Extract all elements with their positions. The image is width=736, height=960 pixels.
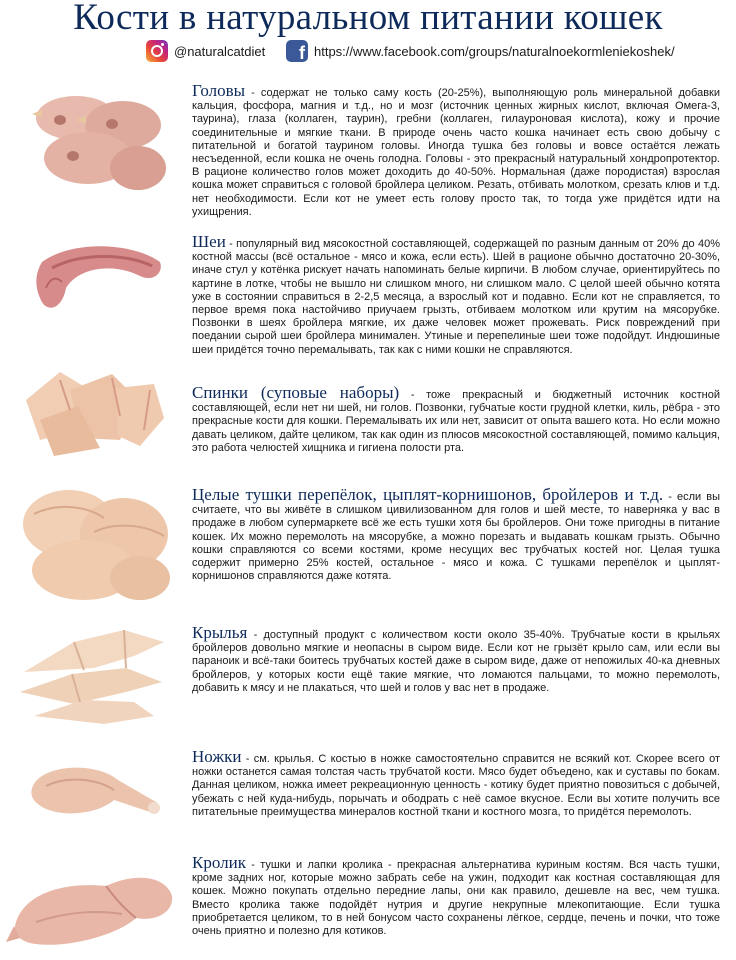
- section-text: - содержат не только саму кость (20-25%), выполняющую роль минеральной добавки кальция, фосфора, магния и т.д., но и мозг (источник ценных жирных кислот, включая Омега-3, таурина), глаза (коллаген, таурин), гребни (коллаген, гилауроновая кислота), кожу и прочие соединительные и мягкие ткани. В природе очень часто кошка начинает есть свою добычу с питательной и богатой таурином головы. Иногда тушка без головы и вовсе остаётся лежать несъеденной, если кошка не очень голодна. Головы - это прекрасный натуральный хондропротектор. В рационе количество голов может доходить до 40-50%. Нормальная (даже породистая) взрослая кошка может справиться с головой бройлера целиком. Резать, отбивать молотком, срезать клюв и т.д. нет необходимости. Если кот не умеет есть голову просто так, то тогда уже придётся идти на ухищрения.: [192, 87, 720, 218]
- chicken-legs-image: [26, 756, 166, 836]
- section-text: - доступный продукт с количеством кости около 35-40%. Трубчатые кости в крыльях бройлеров довольно мягкие и неопасны в сыром виде. Если кот не грызёт крыло сам, или если вы параноик и всё-таки боитесь трубчатых костей даже в сыром виде, даже от непожилых 40-ка дневных бройлеров, у которых кости ещё такие мягкие, что ломаются пальцами, то можно перемолоть, добавить к мясу и не плакаться, что шей и голов у вас нет в продаже.: [192, 629, 720, 694]
- instagram-icon: [146, 40, 168, 62]
- section-backs: [192, 383, 720, 455]
- section-necks: [192, 232, 720, 357]
- section-heading: Головы: [192, 81, 246, 100]
- instagram-text: @naturalcatdiet: [174, 43, 266, 59]
- section-wings: [192, 623, 720, 695]
- chicken-backs-image: [20, 360, 168, 460]
- section-heading: Спинки (суповые наборы): [192, 383, 400, 402]
- facebook-link[interactable]: [286, 38, 675, 64]
- section-rabbit: [192, 853, 720, 938]
- chicken-neck-image: [32, 232, 172, 322]
- section-heading: Кролик: [192, 853, 246, 872]
- instagram-handle[interactable]: [146, 38, 265, 64]
- section-text: - популярный вид мясокостной составляющей, содержащей по разным данным от 20% до 40% костной массы (всё остальное - мясо и кожа, если есть). Шей в рационе обычно достаточно 20-30%, иначе стул у котёнка рискует начать напоминать белые кирпичи. В любом случае, ориентируйтесь по картине в лотке, чтобы не вышло ни слишком много, ни слишком мало. С целой шеей обычно котята уже в состоянии справиться в 2-2,5 месяца, а взрослый кот и подавно. Если кот не справляется, то первое время пока настойчиво приучаем грызть, отбиваем молотком или крутим на мясорубке. Позвонки в шеях бройлера мягкие, их даже человек может прожевать. Риск повреждений при поедании сырой шеи бройлера минимален. Утиные и перепелиные шеи тоже подойдут. Индюшиные шеи придётся точно перемалывать, так как с ними кошки не справляются.: [192, 238, 720, 356]
- section-text: - если вы считаете, что вы живёте в слишком цивилизованном для голов и шей месте, то наверняка у вас в продаже в любом супермаркете всё же есть тушки хотя бы бройлеров. Они тоже пригодны в питание кошек. Их можно перемолоть на мясорубке, а можно порезать и выдавать кошкам грызть. Обычно кошки справляются со всеми костями, кроме несущих вес трубчатых костей ног. Целая тушка содержит примерно 25% костей, остальное - мясо и кожа. С тушками перепёлок и цыплят-корнишонов справляются даже котята.: [192, 491, 720, 583]
- section-heading: Крылья: [192, 623, 248, 642]
- whole-carcasses-image: [14, 474, 174, 604]
- section-heading: Шеи: [192, 232, 226, 251]
- facebook-url: https://www.facebook.com/groups/naturalnoekormleniekoshek/: [314, 43, 675, 59]
- section-legs: [192, 747, 720, 819]
- chicken-wings-image: [14, 612, 170, 732]
- section-whole-carcasses: [192, 485, 720, 583]
- section-text: - см. крылья. С костью в ножке самостоятельно справится не всякий кот. Скорее всего от ножки останется самая толстая часть трубчатой кости. Мясо будет объедено, как и суставы по бокам. Данная целиком, ножка имеет рекреационную ценность - котику будет приятно повозиться с добычей, убежать с ней куда-нибудь, порычать и ободрать с неё самое вкусное. Если вы хотите получить все питательные преимущества минералов костной ткани и костного мозга, то придётся перемолоть.: [192, 753, 720, 818]
- section-heads: [192, 81, 720, 219]
- chicken-heads-image: [28, 80, 170, 198]
- section-heading: Целые тушки перепёлок, цыплят-корнишонов, бройлеров и т.д.: [192, 485, 664, 504]
- rabbit-carcass-image: [6, 852, 176, 956]
- page-title: Кости в натуральном питании кошек: [73, 0, 663, 38]
- section-text: - тушки и лапки кролика - прекрасная альтернатива куриным костям. Вся часть тушки, кроме задних ног, которые можно забрать себе на ужин, подходит как костная составляющая для кошек. Можно покупать отдельно передние лапы, они как правило, дешевле на вес, чем тушка. Вместо кролика также подойдёт нутрия и другие некрупные млекопитающие. Если тушка приобретается целиком, то в ней бонусом часто сохранены лёгкое, сердце, печень и почки, что тоже очень приятно и полезно для котиков.: [192, 859, 720, 938]
- facebook-icon: f: [286, 40, 308, 62]
- section-text: - тоже прекрасный и бюджетный источник костной составляющей, если нет ни шей, ни голов. Позвонки, губчатые кости грудной клетки, киль, рёбра - это прекрасные кости для кошки. Перемалывать их или нет, зависит от опыта вашего кота. Но если можно давать целиком, дайте целиком, так как один из плюсов мясокостной составляющей, помимо кальция, это работа челюстей хищника и гигиена полости рта.: [192, 389, 720, 454]
- section-heading: Ножки: [192, 747, 242, 766]
